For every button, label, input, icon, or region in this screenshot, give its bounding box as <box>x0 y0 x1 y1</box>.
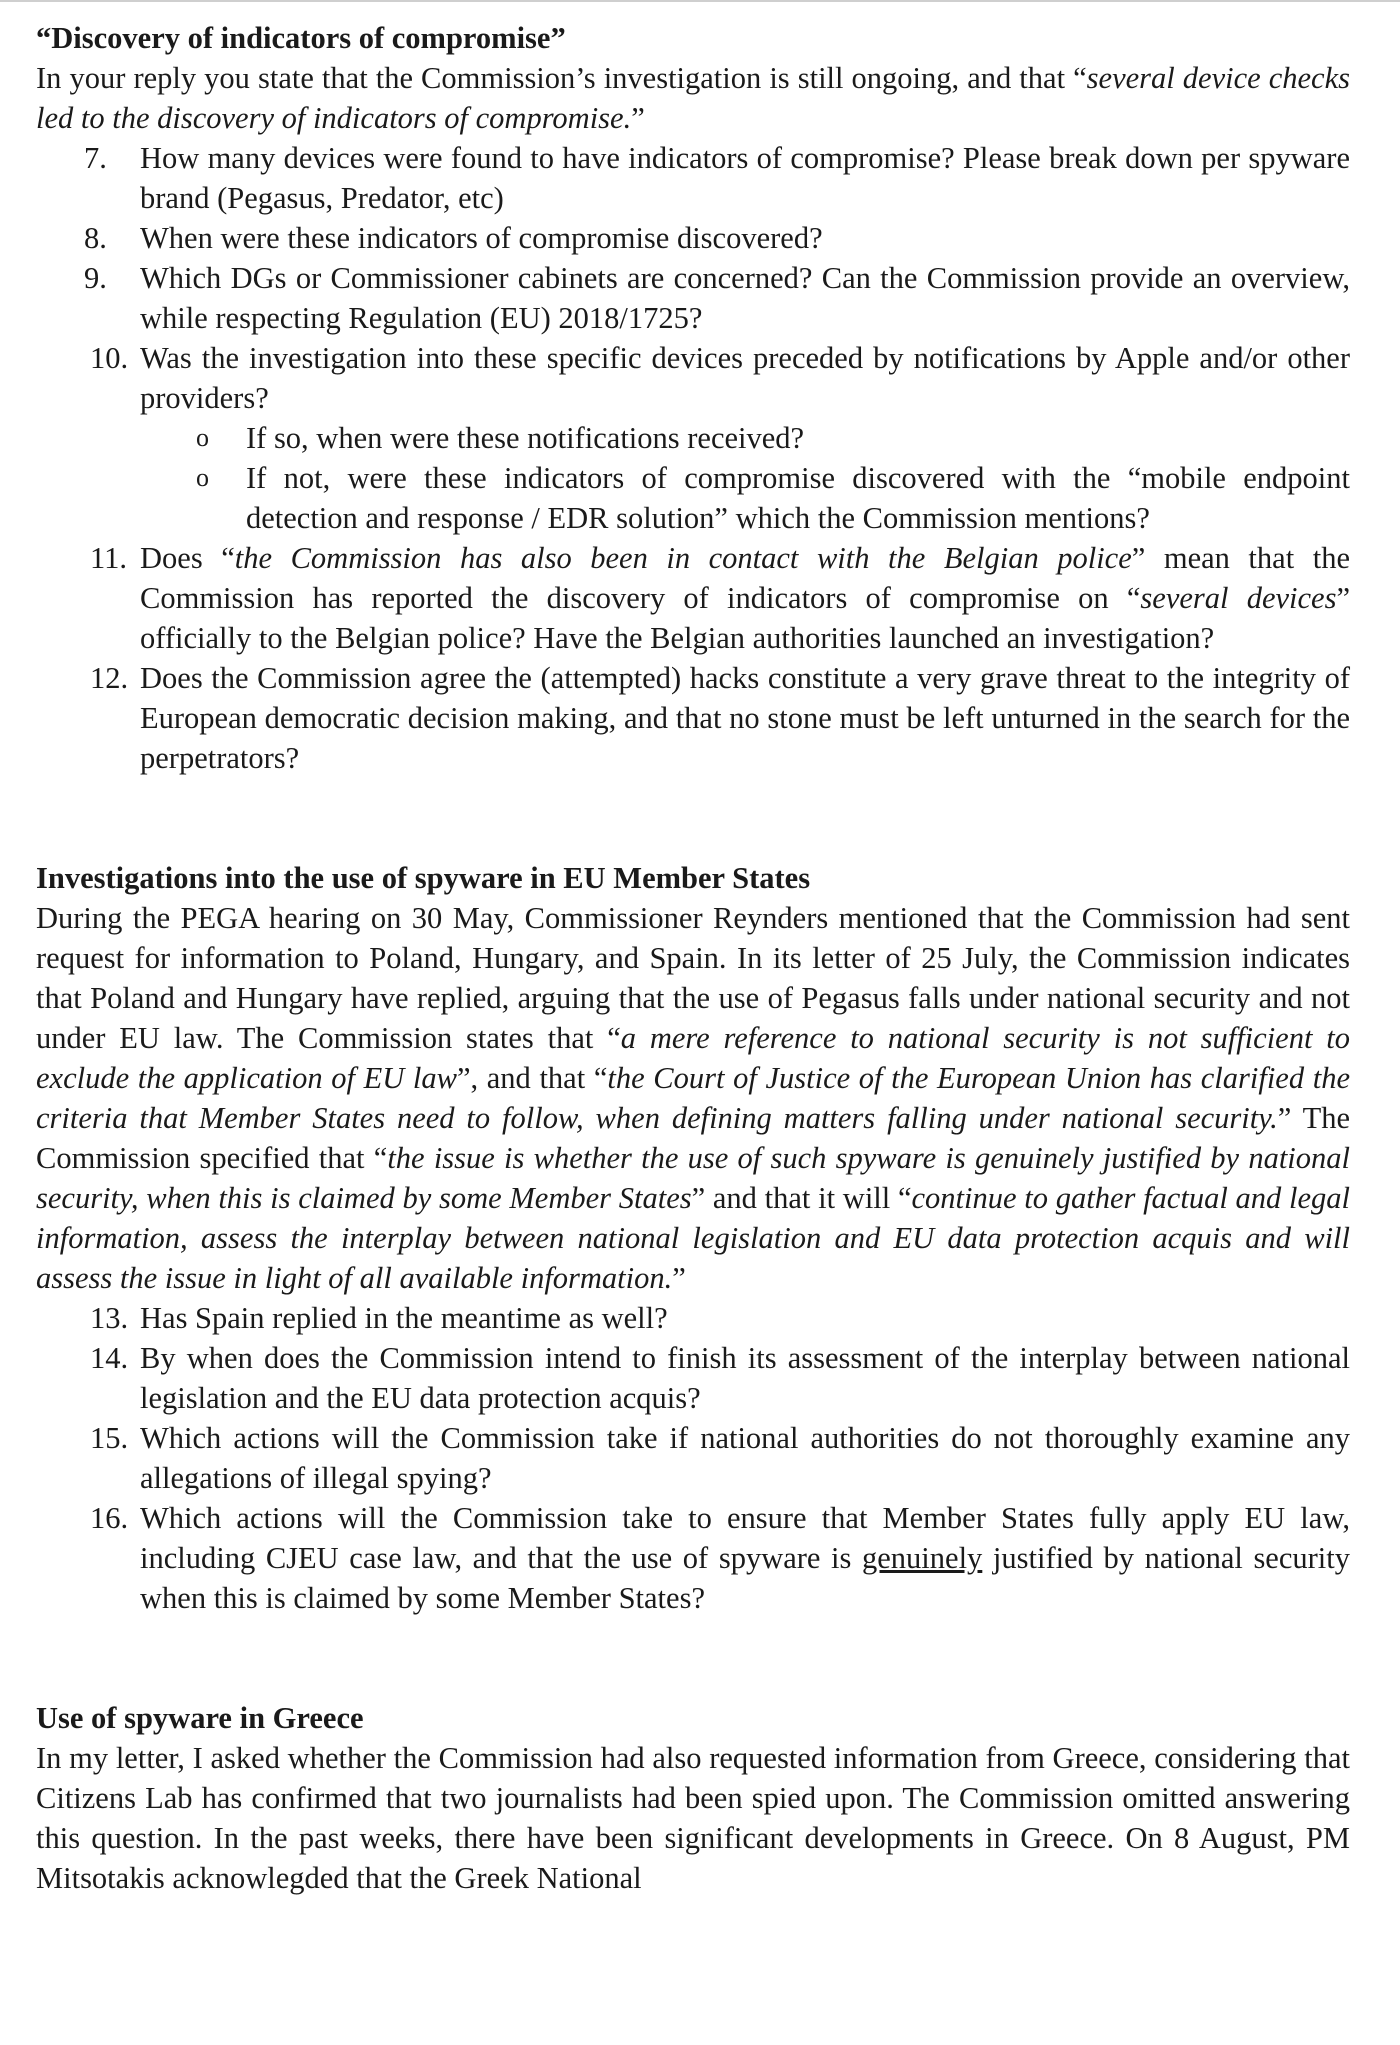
question-item <box>36 1338 1350 1418</box>
question-item <box>36 338 1350 538</box>
text-run: Which DGs or Commissioner cabinets are concerned? Can the Commission provide an overview, while respecting Regulation (EU) 2018/1725? <box>140 261 1350 335</box>
question-list <box>36 138 1350 778</box>
document-section <box>36 18 1350 778</box>
question-item <box>36 1498 1350 1618</box>
question-number: 16. <box>90 1501 129 1535</box>
section-intro-paragraph <box>36 58 1350 138</box>
section-intro-paragraph <box>36 1738 1350 1898</box>
question-number: 11. <box>90 541 127 575</box>
question-item <box>36 138 1350 218</box>
text-run: justified by national security when this is claimed by some Member States? <box>140 1541 1350 1615</box>
text-run: Which actions will the Commission take if national authorities do not thoroughly examine any allegations of illegal spying? <box>140 1421 1350 1495</box>
question-item <box>36 1418 1350 1498</box>
text-run: Which actions will the Commission take to ensure that Member States fully apply EU law, including CJEU case law, and that the use of spyware is <box>140 1501 1350 1575</box>
document-content <box>36 18 1350 1898</box>
question-item <box>36 538 1350 658</box>
section-gap <box>36 778 1350 858</box>
italic-quote: several device checks led to the discovery of indicators of compromise. <box>36 61 1350 135</box>
circle-bullet-icon: o <box>196 423 209 452</box>
question-item <box>36 1298 1350 1338</box>
italic-quote: continue to gather factual and legal information, assess the interplay between national legislation and EU data protection acquis and will assess the issue in light of all available information. <box>36 1181 1350 1295</box>
page-top-border <box>0 0 1400 2</box>
italic-quote: the Commission has also been in contact with the Belgian police <box>234 541 1132 575</box>
sub-question-text: If not, were these indicators of compromise discovered with the “mobile endpoint detection and response / EDR solution” which the Commission mentions? <box>246 461 1350 535</box>
text-run: How many devices were found to have indicators of compromise? Please break down per spyware brand (Pegasus, Predator, etc) <box>140 141 1350 215</box>
question-number: 10. <box>90 341 129 375</box>
question-number: 9. <box>84 261 107 295</box>
text-run: Has Spain replied in the meantime as well? <box>140 1301 668 1335</box>
question-item <box>36 258 1350 338</box>
question-number: 7. <box>84 141 107 175</box>
text-run: Does “ <box>140 541 235 575</box>
question-number: 14. <box>90 1341 129 1375</box>
text-run: genuinely <box>862 1541 983 1575</box>
sub-question-list <box>140 418 1350 538</box>
document-section <box>36 858 1350 1618</box>
question-number: 8. <box>84 221 107 255</box>
document-section <box>36 1698 1350 1898</box>
text-run: In your reply you state that the Commission’s investigation is still ongoing, and that “ <box>36 61 1087 95</box>
question-item <box>36 658 1350 778</box>
section-intro-paragraph <box>36 898 1350 1298</box>
sub-question-text: If so, when were these notifications received? <box>246 421 805 455</box>
text-run: By when does the Commission intend to finish its assessment of the interplay between national legislation and the EU data protection acquis? <box>140 1341 1350 1415</box>
text-run: Was the investigation into these specific devices preceded by notifications by Apple and/or other providers? <box>140 341 1350 415</box>
italic-quote: the Court of Justice of the European Union has clarified the criteria that Member States need to follow, when defining matters falling under national security. <box>36 1061 1350 1135</box>
question-number: 13. <box>90 1301 129 1335</box>
text-run: ”, and that “ <box>456 1061 608 1095</box>
question-item <box>36 218 1350 258</box>
question-number: 15. <box>90 1421 129 1455</box>
text-run: ” and that it will “ <box>691 1181 912 1215</box>
text-run: When were these indicators of compromise discovered? <box>140 221 823 255</box>
text-run: In my letter, I asked whether the Commission had also requested information from Greece, considering that Citizens Lab has confirmed that two journalists had been spied upon. The Commission omitted answering this question. In the past weeks, there have been significant developments in Greece. On 8 August, PM Mitsotakis acknowlegded that the Greek National <box>36 1741 1350 1895</box>
section-heading: “Discovery of indicators of compromise” <box>36 21 566 55</box>
text-run: ” officially to the Belgian police? Have the Belgian authorities launched an investigation? <box>140 581 1350 655</box>
text-run: During the PEGA hearing on 30 May, Commissioner Reynders mentioned that the Commission had sent request for information to Poland, Hungary, and Spain. In its letter of 25 July, the Commission indicates that Poland and Hungary have replied, arguing that the use of Pegasus falls under national security and not under EU law. The Commission states that “ <box>36 901 1350 1055</box>
text-run: ” The Commission specified that “ <box>36 1101 1350 1175</box>
italic-quote: the issue is whether the use of such spyware is genuinely justified by national security, when this is claimed by some Member States <box>36 1141 1351 1215</box>
circle-bullet-icon: o <box>196 463 209 492</box>
sub-question-item <box>36 458 1350 538</box>
section-heading: Use of spyware in Greece <box>36 1701 364 1735</box>
text-run: ” <box>631 101 645 135</box>
question-list <box>36 1298 1350 1618</box>
text-run: Does the Commission agree the (attempted) hacks constitute a very grave threat to the integrity of European democratic decision making, and that no stone must be left unturned in the search for the perpetrators? <box>140 661 1350 775</box>
section-gap <box>36 1618 1350 1698</box>
italic-quote: a mere reference to national security is not sufficient to exclude the application of EU law <box>36 1021 1350 1095</box>
sub-question-item <box>36 418 1350 458</box>
italic-quote: several devices <box>1140 581 1337 615</box>
text-run: ” mean that the Commission has reported the discovery of indicators of compromise on “ <box>140 541 1350 615</box>
section-heading: Investigations into the use of spyware in EU Member States <box>36 861 811 895</box>
question-number: 12. <box>90 661 129 695</box>
text-run: ” <box>672 1261 686 1295</box>
